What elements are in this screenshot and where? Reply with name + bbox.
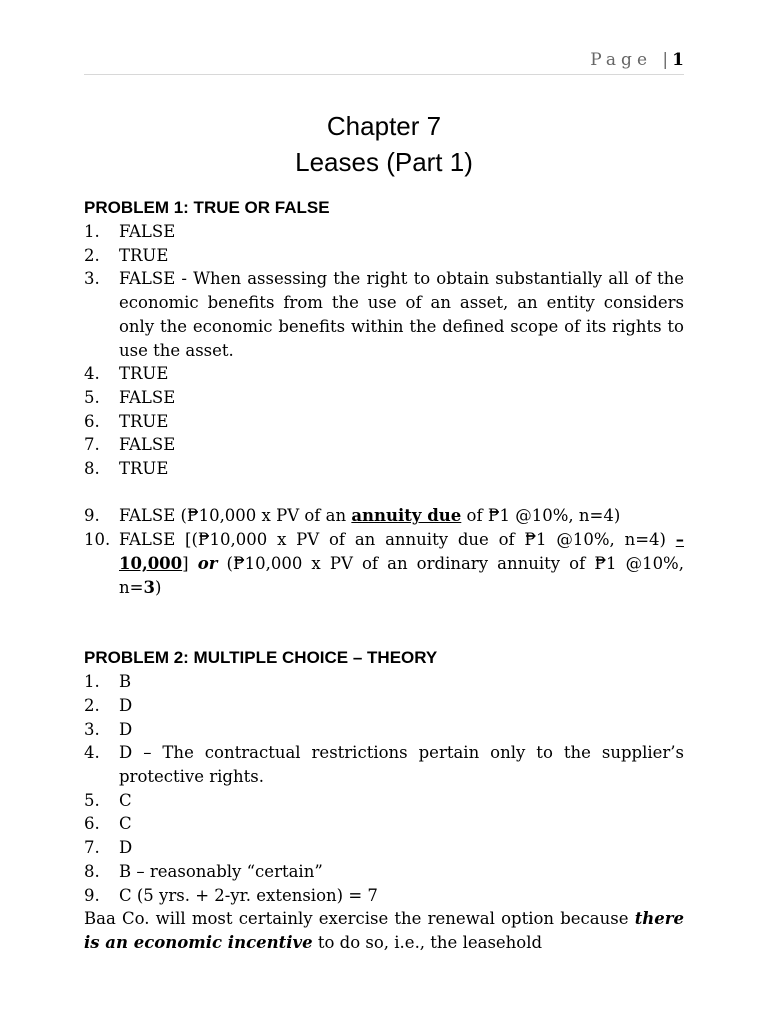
item-text-part: ) [154,577,162,597]
item-number: 1. [84,222,100,241]
item-text-part: FALSE (₱10,000 x PV of an [119,506,352,526]
list-item [84,410,684,434]
item-text: D [119,838,133,858]
item-text-part: (₱10,000 x PV of an ordinary annuity of ₱1 @10%, n= [119,553,684,597]
list-item [84,504,684,528]
item-number: 9. [84,885,100,905]
list-item [84,457,684,481]
item-text: TRUE [119,459,169,479]
emphasis-text: – 10,000 [119,530,684,573]
item-text: D [119,695,133,715]
list-item [84,670,684,694]
item-text [119,528,684,599]
item-number: 3. [84,269,100,289]
item-text: C (5 yrs. + 2-yr. extension) = 7 [119,885,378,905]
item-text-part: ] [182,553,198,573]
spacer [84,599,684,646]
list-item [84,812,684,836]
chapter-title: Chapter 7 [326,111,442,141]
list-item [84,860,684,884]
item-number: 3. [84,719,100,739]
list-item [84,528,684,599]
page-separator: | [662,50,669,70]
page-word: Page [590,50,653,70]
item-text: FALSE [119,387,176,407]
list-item [84,267,684,362]
list-item [84,362,684,386]
item-text-part: of ₱1 @10%, n=4) [461,506,621,526]
page-header [0,50,684,70]
item-text: B – reasonably “certain” [119,861,323,881]
paragraph-text: Baa Co. will most certainly exercise the renewal option because [84,909,635,929]
item-text: C [119,790,132,810]
item-text: TRUE [119,245,169,265]
list-item [84,433,684,457]
header-rule [84,74,684,75]
item-text: D – The contractual restrictions pertain only to the supplier’s protective rights. [119,743,684,787]
item-text: FALSE - When assessing the right to obtain substantially all of the economic benefits from the use of an asset, an entity considers only the economic benefits within the defined scope of its rights to use the asset. [119,269,684,360]
list-item [84,244,684,268]
item-text: TRUE [119,411,169,431]
item-number: 4. [84,743,100,763]
item-number: 5. [84,387,100,407]
problem2-heading: PROBLEM 2: MULTIPLE CHOICE – THEORY [84,648,438,668]
list-item [84,220,684,244]
item-text: FALSE [119,435,176,455]
item-text [119,504,684,528]
emphasis-text: annuity due [351,506,462,526]
document-title [0,108,768,180]
list-item [84,694,684,718]
paragraph-text: to do so, i.e., the leasehold [312,932,543,952]
document-body [84,196,684,955]
emphasis-text: there is an economic incentive [84,909,684,952]
item-number: 5. [84,790,100,810]
item-number: 2. [84,695,100,715]
spacer [84,481,684,505]
item-number: 9. [84,506,100,526]
list-item [84,884,684,908]
emphasis-text: 3 [143,577,155,597]
item-text: B [119,672,132,692]
list-item [84,718,684,742]
item-number: 10. [84,530,111,550]
item-number: 8. [84,861,100,881]
item-number: 6. [84,411,100,431]
explanation-paragraph [84,907,684,954]
list-item [84,741,684,788]
item-number: 7. [84,838,100,858]
item-text: C [119,814,132,834]
item-number: 7. [84,435,100,455]
list-item [84,386,684,410]
item-number: 8. [84,459,100,479]
page-number: 1 [672,50,684,70]
item-number: 6. [84,814,100,834]
item-number: 4. [84,364,100,384]
list-item [84,789,684,813]
problem1-heading: PROBLEM 1: TRUE OR FALSE [84,198,330,217]
chapter-subtitle: Leases (Part 1) [295,147,473,177]
item-text-part: FALSE [(₱10,000 x PV of an annuity due of ₱1 @10%, n=4) [119,530,676,550]
item-text: FALSE [119,222,176,241]
item-text: D [119,719,133,739]
item-number: 1. [84,672,100,692]
item-text: TRUE [119,364,169,384]
item-number: 2. [84,245,100,265]
emphasis-text: or [197,553,218,573]
list-item [84,836,684,860]
